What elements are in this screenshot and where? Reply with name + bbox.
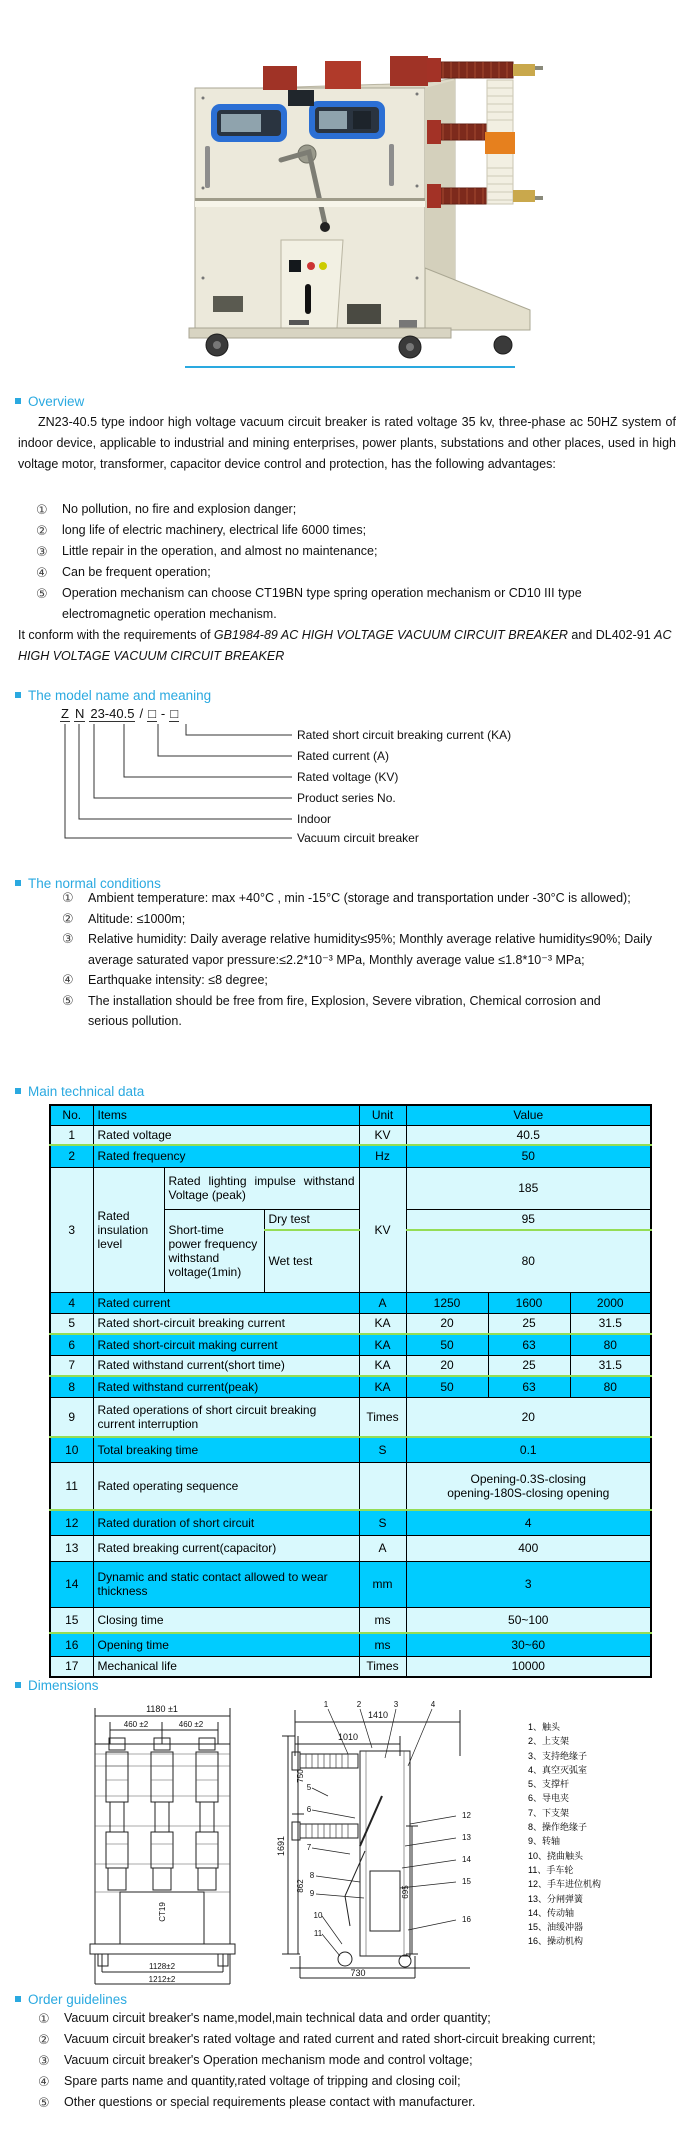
model-label: Indoor bbox=[297, 812, 332, 826]
product-photo bbox=[185, 28, 545, 363]
list-item: ③ Relative humidity: Daily average relative humidity≤95%; Monthly average relative humidity≤90%; Daily average saturated vapor pressure:≤2.2*10⁻³ MPa, Monthly average value ≤1.8*10⁻³ MPa; bbox=[62, 929, 676, 970]
table-row: 10 Total breaking time S 0.1 bbox=[50, 1437, 651, 1462]
table-row: Short-time power frequency withstand voltage(1min) Dry test 95 bbox=[50, 1209, 651, 1230]
table-row: 12 Rated duration of short circuit S 4 bbox=[50, 1510, 651, 1535]
callout-number: 4 bbox=[430, 1700, 436, 1709]
item-number: ④ bbox=[38, 2074, 50, 2089]
table-row: 3 Rated insulation level Rated lighting impulse withstand Voltage (peak) KV 185 bbox=[50, 1167, 651, 1209]
heading-label: Main technical data bbox=[28, 1084, 145, 1099]
model-code: Z N 23-40.5 / □ - □ bbox=[61, 706, 179, 721]
overview-paragraph: ZN23-40.5 type indoor high voltage vacuum circuit breaker is rated voltage 35 kv, three-phase ac 50HZ system of indoor device, applicable to industrial and mining enterprises, power plants, substations and other places, used in high voltage motor, transformer, capacitor device control and protection, has the following advantages: bbox=[18, 415, 676, 471]
callout-number: 10 bbox=[313, 1911, 323, 1920]
conditions-list bbox=[62, 888, 676, 1032]
callout-number: 3 bbox=[393, 1700, 399, 1709]
callout-number: 12 bbox=[462, 1811, 471, 1820]
item-number: ⑤ bbox=[38, 2095, 50, 2110]
legend-item: 2、上支架 bbox=[528, 1736, 570, 1747]
legend-item: 15、油缓冲器 bbox=[528, 1922, 584, 1933]
item-number: ⑤ bbox=[62, 992, 74, 1008]
technical-data-table bbox=[49, 1104, 652, 1678]
list-item: ② Vacuum circuit breaker's rated voltage and rated current and rated short-circuit breaking current; bbox=[38, 2029, 683, 2050]
callout-number: 7 bbox=[306, 1843, 312, 1852]
header-unit: Unit bbox=[359, 1105, 406, 1125]
callout-number: 15 bbox=[462, 1877, 471, 1886]
bullet-square-icon bbox=[15, 1088, 21, 1094]
section-heading-dimensions bbox=[15, 1678, 99, 1693]
callout-number: 14 bbox=[462, 1855, 471, 1864]
model-label: Vacuum circuit breaker bbox=[297, 831, 419, 845]
table-header-row bbox=[50, 1105, 651, 1125]
dim-label: 1212±2 bbox=[148, 1975, 176, 1984]
list-item: ② long life of electric machinery, electrical life 6000 times; bbox=[36, 520, 676, 541]
cabinet-label: CT19 bbox=[158, 1902, 167, 1922]
list-item: ⑤ Operation mechanism can choose CT19BN type spring operation mechanism or CD10 III type electromagnetic operation mechanism. bbox=[36, 583, 636, 625]
dim-label: 862 bbox=[296, 1879, 305, 1893]
callout-number: 2 bbox=[356, 1700, 362, 1709]
table-row: 9 Rated operations of short circuit breaking current interruption Times 20 bbox=[50, 1397, 651, 1437]
list-item: ⑤ The installation should be free from fire, Explosion, Severe vibration, Chemical corrosion and serious pollution. bbox=[62, 991, 642, 1032]
legend-item: 13、分闸弹簧 bbox=[528, 1893, 584, 1904]
callout-number: 6 bbox=[306, 1805, 312, 1814]
callout-number: 9 bbox=[309, 1889, 315, 1898]
parts-legend bbox=[528, 1720, 601, 1949]
list-item: ④ Earthquake intensity: ≤8 degree; bbox=[62, 970, 676, 991]
bullet-square-icon bbox=[15, 1996, 21, 2002]
item-number: ② bbox=[38, 2032, 50, 2047]
heading-label: Overview bbox=[28, 394, 85, 409]
legend-item: 9、转轴 bbox=[528, 1836, 561, 1847]
heading-label: The model name and meaning bbox=[28, 688, 212, 703]
table-row: 15 Closing time ms 50~100 bbox=[50, 1607, 651, 1633]
legend-item: 16、操动机构 bbox=[528, 1936, 584, 1947]
list-item: ③ Little repair in the operation, and almost no maintenance; bbox=[36, 541, 676, 562]
dim-label: 1180 ±1 bbox=[146, 1704, 178, 1714]
table-row: 2 Rated frequency Hz 50 bbox=[50, 1145, 651, 1167]
item-number: ④ bbox=[62, 972, 74, 987]
dim-label: 730 bbox=[350, 1968, 366, 1978]
photo-underline bbox=[185, 366, 515, 368]
list-item: ① No pollution, no fire and explosion danger; bbox=[36, 499, 676, 520]
table-row: Wet test 80 bbox=[50, 1230, 651, 1292]
callout-number: 8 bbox=[309, 1871, 315, 1880]
section-heading-order bbox=[15, 1992, 127, 2007]
list-item: ② Altitude: ≤1000m; bbox=[62, 909, 676, 930]
item-number: ① bbox=[62, 890, 74, 905]
callout-number: 5 bbox=[306, 1783, 312, 1792]
dim-label: 1410 bbox=[367, 1710, 389, 1720]
order-list bbox=[38, 2008, 683, 2113]
bullet-square-icon bbox=[15, 398, 21, 404]
list-item: ③ Vacuum circuit breaker's Operation mechanism mode and control voltage; bbox=[38, 2050, 683, 2071]
item-number: ③ bbox=[38, 2053, 50, 2068]
item-number: ② bbox=[36, 523, 48, 538]
legend-item: 4、真空灭弧室 bbox=[528, 1764, 588, 1775]
model-label: Product series No. bbox=[297, 791, 396, 805]
legend-item: 7、下支架 bbox=[528, 1807, 570, 1818]
bullet-square-icon bbox=[15, 1682, 21, 1688]
model-diagram bbox=[60, 706, 680, 866]
item-number: ③ bbox=[62, 931, 74, 946]
legend-item: 12、手车进位机构 bbox=[528, 1879, 602, 1890]
callout-number: 13 bbox=[462, 1833, 471, 1842]
item-number: ① bbox=[36, 502, 48, 517]
table-row: 6 Rated short-circuit making current KA 50 63 80 bbox=[50, 1334, 651, 1355]
model-label: Rated current (A) bbox=[297, 749, 390, 763]
table-row: 17 Mechanical life Times 10000 bbox=[50, 1656, 651, 1677]
header-no: No. bbox=[50, 1105, 93, 1125]
callout-number: 11 bbox=[313, 1929, 323, 1938]
table-row: 14 Dynamic and static contact allowed to wear thickness mm 3 bbox=[50, 1561, 651, 1607]
item-number: ⑤ bbox=[36, 586, 48, 601]
table-row: 11 Rated operating sequence Opening-0.3S-closing opening-180S-closing opening bbox=[50, 1462, 651, 1510]
heading-label: Order guidelines bbox=[28, 1992, 128, 2007]
legend-item: 8、操作绝缘子 bbox=[528, 1822, 588, 1833]
legend-item: 11、手车轮 bbox=[528, 1864, 574, 1875]
dim-label: 1010 bbox=[337, 1732, 359, 1742]
section-heading-overview bbox=[15, 394, 84, 409]
list-item: ④ Can be frequent operation; bbox=[36, 562, 676, 583]
table-row: 16 Opening time ms 30~60 bbox=[50, 1633, 651, 1656]
bullet-square-icon bbox=[15, 692, 21, 698]
list-item: ① Ambient temperature: max +40°C , min -15°C (storage and transportation under -30°C is allowed); bbox=[62, 888, 676, 909]
callout-number: 16 bbox=[462, 1915, 471, 1924]
bullet-square-icon bbox=[15, 880, 21, 886]
item-number: ① bbox=[38, 2011, 50, 2026]
dim-label: 750 bbox=[296, 1769, 305, 1783]
dim-label: 1691 bbox=[276, 1835, 286, 1857]
dim-label: 1128±2 bbox=[148, 1962, 176, 1971]
model-label: Rated voltage (KV) bbox=[297, 770, 399, 784]
dim-label: 460 ±2 bbox=[123, 1720, 149, 1729]
header-value: Value bbox=[406, 1105, 651, 1125]
callout-number: 1 bbox=[323, 1700, 329, 1709]
item-number: ④ bbox=[36, 565, 48, 580]
item-number: ③ bbox=[36, 544, 48, 559]
legend-item: 6、导电夹 bbox=[528, 1793, 570, 1804]
section-heading-model bbox=[15, 688, 211, 703]
table-row: 13 Rated breaking current(capacitor) A 400 bbox=[50, 1535, 651, 1561]
legend-item: 14、传动轴 bbox=[528, 1907, 575, 1918]
item-number: ② bbox=[62, 910, 74, 926]
dim-label: 460 ±2 bbox=[178, 1720, 204, 1729]
list-item: ⑤ Other questions or special requirements please contact with manufacturer. bbox=[38, 2092, 683, 2113]
table-row: 4 Rated current A 1250 1600 2000 bbox=[50, 1292, 651, 1313]
heading-label: Dimensions bbox=[28, 1678, 99, 1693]
list-item: ④ Spare parts name and quantity,rated voltage of tripping and closing coil; bbox=[38, 2071, 683, 2092]
legend-item: 5、支撑杆 bbox=[528, 1779, 570, 1790]
table-row: 7 Rated withstand current(short time) KA 20 25 31.5 bbox=[50, 1355, 651, 1376]
table-row: 8 Rated withstand current(peak) KA 50 63 80 bbox=[50, 1376, 651, 1397]
heading-label: The normal conditions bbox=[28, 876, 161, 891]
dimensions-drawing bbox=[60, 1696, 510, 1992]
legend-item: 3、支持绝缘子 bbox=[528, 1750, 588, 1761]
legend-item: 1、触头 bbox=[528, 1722, 561, 1732]
legend-item: 10、挠曲触头 bbox=[528, 1850, 584, 1861]
conform-paragraph: It conform with the requirements of GB1984-89 AC HIGH VOLTAGE VACUUM CIRCUIT BREAKER and DL402-91 AC HIGH VOLTAGE VACUUM CIRCUIT BREAKER bbox=[18, 628, 672, 663]
table-row: 1 Rated voltage KV 40.5 bbox=[50, 1125, 651, 1145]
model-label: Rated short circuit breaking current (KA) bbox=[297, 728, 512, 742]
list-item: ① Vacuum circuit breaker's name,model,main technical data and order quantity; bbox=[38, 2008, 683, 2029]
header-items: Items bbox=[93, 1105, 359, 1125]
advantages-list bbox=[36, 499, 676, 625]
table-row: 5 Rated short-circuit breaking current KA 20 25 31.5 bbox=[50, 1313, 651, 1334]
section-heading-technical-data bbox=[15, 1084, 144, 1099]
dim-label: 695 bbox=[401, 1885, 410, 1899]
